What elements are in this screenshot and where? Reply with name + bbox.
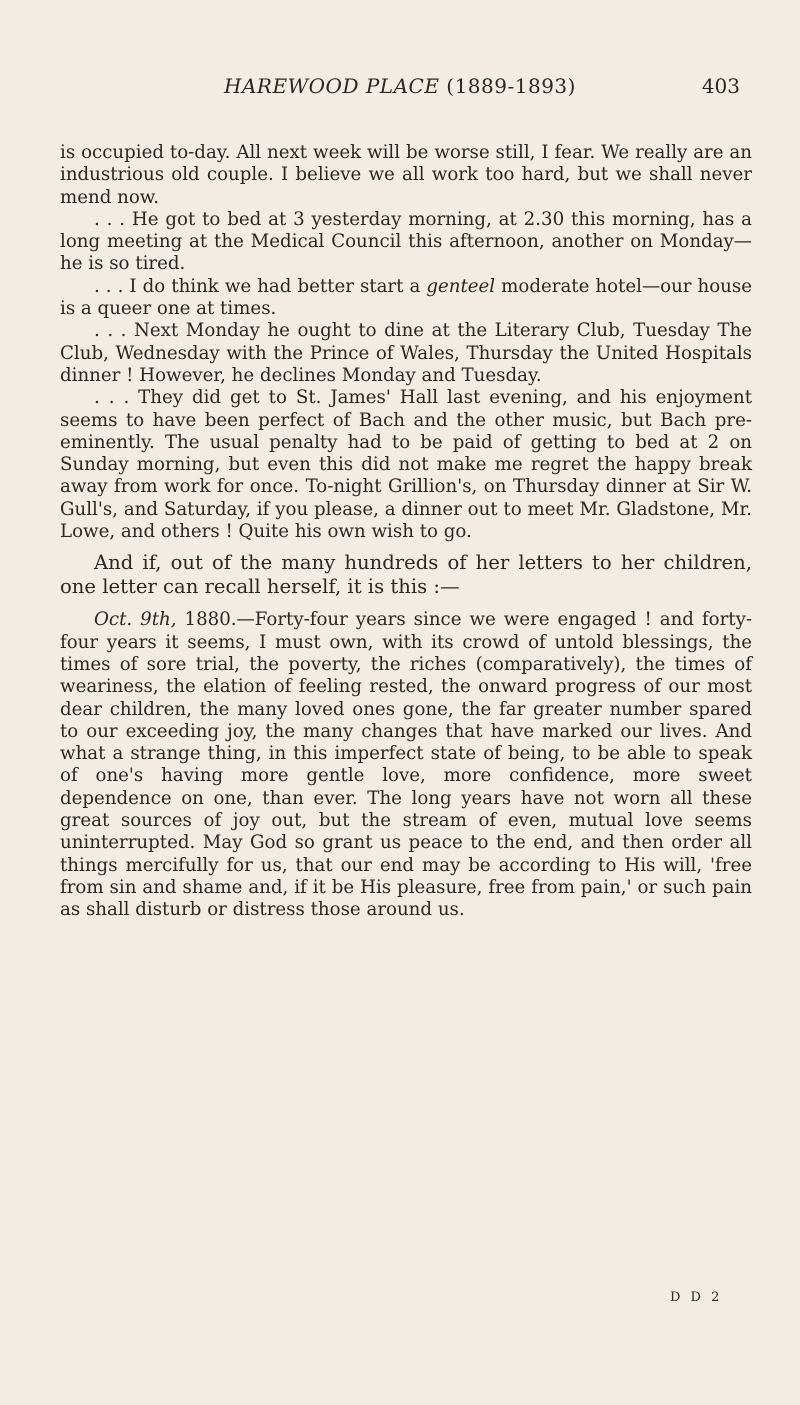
running-years: (1889-1893)	[446, 74, 576, 98]
paragraph-2: . . . He got to bed at 3 yesterday morning, at 2.30 this morning, has a long meeting at the Medical Council this afternoon, another on Monday—he is so tired.	[60, 208, 752, 275]
paragraph-3-italic: genteel	[426, 275, 496, 297]
paragraph-4: . . . Next Monday he ought to dine at the Literary Club, Tuesday The Club, Wednesday with the Prince of Wales, Thursday the United Hospitals dinner ! However, he declines Monday and Tuesday.	[60, 320, 752, 386]
letter-paragraph	[60, 609, 752, 921]
paragraph-3-end: moderate hotel—our house is a queer one at times.	[60, 275, 752, 320]
paragraph-3	[60, 276, 752, 321]
intro-paragraph: And if, out of the many hundreds of her letters to her children, one letter can recall herself, it is this :—	[60, 551, 752, 598]
page-header	[0, 74, 800, 104]
body-text	[60, 142, 752, 922]
paragraph-3-start: . . . I do think we had better start a	[94, 275, 427, 297]
page-number: 403	[701, 74, 740, 98]
signature-mark: D D 2	[670, 1290, 723, 1305]
running-head	[0, 74, 800, 98]
paragraph-5: . . . They did get to St. James' Hall last evening, and his enjoyment seems to have been perfect of Bach and the other music, but Bach pre-eminently. The usual penalty had to be paid of getting to bed at 2 on Sunday morning, but even this did not make me regret the happy break away from work for once. To-night Grillion's, on Thursday dinner at Sir W. Gull's, and Saturday, if you please, a dinner out to meet Mr. Gladstone, Mr. Lowe, and others ! Quite his own wish to go.	[60, 387, 752, 543]
letter-body: 1880.—Forty-four years since we were engaged ! and forty-four years it seems, I must own, with its crowd of untold blessings, the times of sore trial, the poverty, the riches (comparatively), the times of weariness, the elation of feeling rested, the onward progress of our most dear children, the many loved ones gone, the far greater number spared to our exceeding joy, the many changes that have marked our lives. And what a strange thing, in this imperfect state of being, to be able to speak of one's having more gentle love, more confidence, more sweet dependence on one, than ever. The long years have not worn all these great sources of joy out, but the stream of even, mutual love seems uninterrupted. May God so grant us peace to the end, and then order all things mercifully for us, that our end may be according to His will, 'free from sin and shame and, if it be His pleasure, free from pain,' or such pain as shall disturb or distress those around us.	[60, 609, 752, 921]
paragraph-1: is occupied to-day. All next week will be worse still, I fear. We really are an industrious old couple. I believe we all work too hard, but we shall never mend now.	[60, 142, 752, 208]
running-title: HAREWOOD PLACE	[224, 74, 440, 98]
letter-date: Oct. 9th,	[94, 609, 177, 631]
